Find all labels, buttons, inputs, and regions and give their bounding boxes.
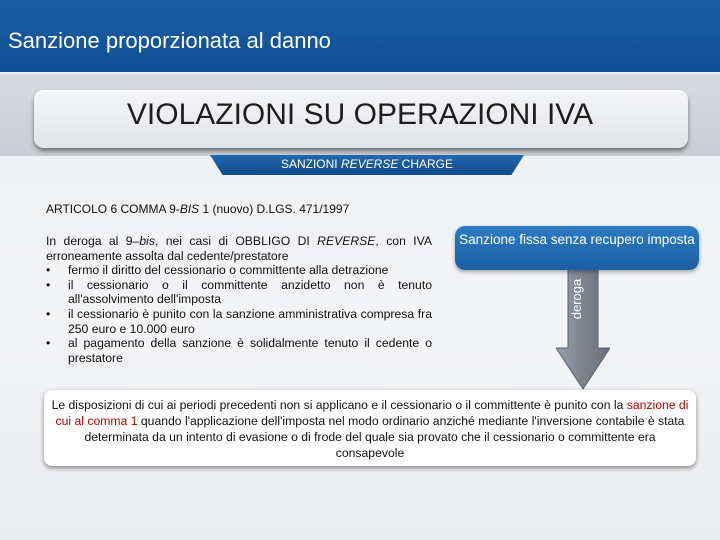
intro-part1: In deroga al 9–: [46, 234, 140, 248]
deroga-label: deroga: [569, 278, 584, 320]
article-reference: [46, 202, 349, 216]
intro-italic1: bis: [139, 234, 155, 248]
article-prefix: ARTICOLO 6 COMMA 9-: [46, 202, 180, 216]
notice-part1: Le disposizioni di cui ai periodi precedenti non si applicano e il cessionario o il committente è punito con la: [51, 398, 627, 412]
subtitle-suffix: CHARGE: [398, 157, 454, 171]
intro-paragraph: [46, 234, 432, 263]
body-text: [46, 234, 432, 365]
intro-part2: , nei casi di OBBLIGO DI: [154, 234, 318, 248]
subtitle-prefix: SANZIONI: [280, 157, 341, 171]
bullet-item: • il cessionario è punito con la sanzione amministrativa compresa fra 250 euro e 10.000 euro: [46, 307, 432, 336]
notice-highlight: sanzione di cui al comma 1: [55, 398, 689, 428]
bullet-item: • al pagamento della sanzione è solidalmente tenuto il cedente o prestatore: [46, 336, 432, 365]
intro-part3: , con IVA erroneamente assolta dal cedente/prestatore: [46, 234, 432, 263]
intro-italic2: REVERSE: [317, 234, 376, 248]
slide-title: VIOLAZIONI SU OPERAZIONI IVA: [126, 98, 594, 131]
bullet-list: [46, 263, 432, 365]
notice-part2: quando l'applicazione dell'imposta nel modo ordinario anziché mediante l'inversione contabile è stata determinata da un intento di evasione o di frode del quale sia provato che il cessionario o committente era consapevole: [84, 414, 685, 460]
bullet-item: • il cessionario o il committente anzidetto non è tenuto all'assolvimento dell'imposta: [46, 278, 432, 307]
bullet-item: • fermo il diritto del cessionario o committente alla detrazione: [46, 263, 432, 278]
article-italic: BIS: [179, 202, 200, 216]
subtitle-italic: REVERSE: [340, 157, 399, 171]
notice-text: [50, 397, 690, 461]
article-suffix: 1 (nuovo) D.LGS. 471/1997: [199, 202, 350, 216]
fixed-sanction-label: Sanzione fissa senza recupero imposta: [459, 232, 695, 247]
subtitle: [210, 157, 524, 171]
header-title: Sanzione proporzionata al danno: [8, 28, 331, 53]
